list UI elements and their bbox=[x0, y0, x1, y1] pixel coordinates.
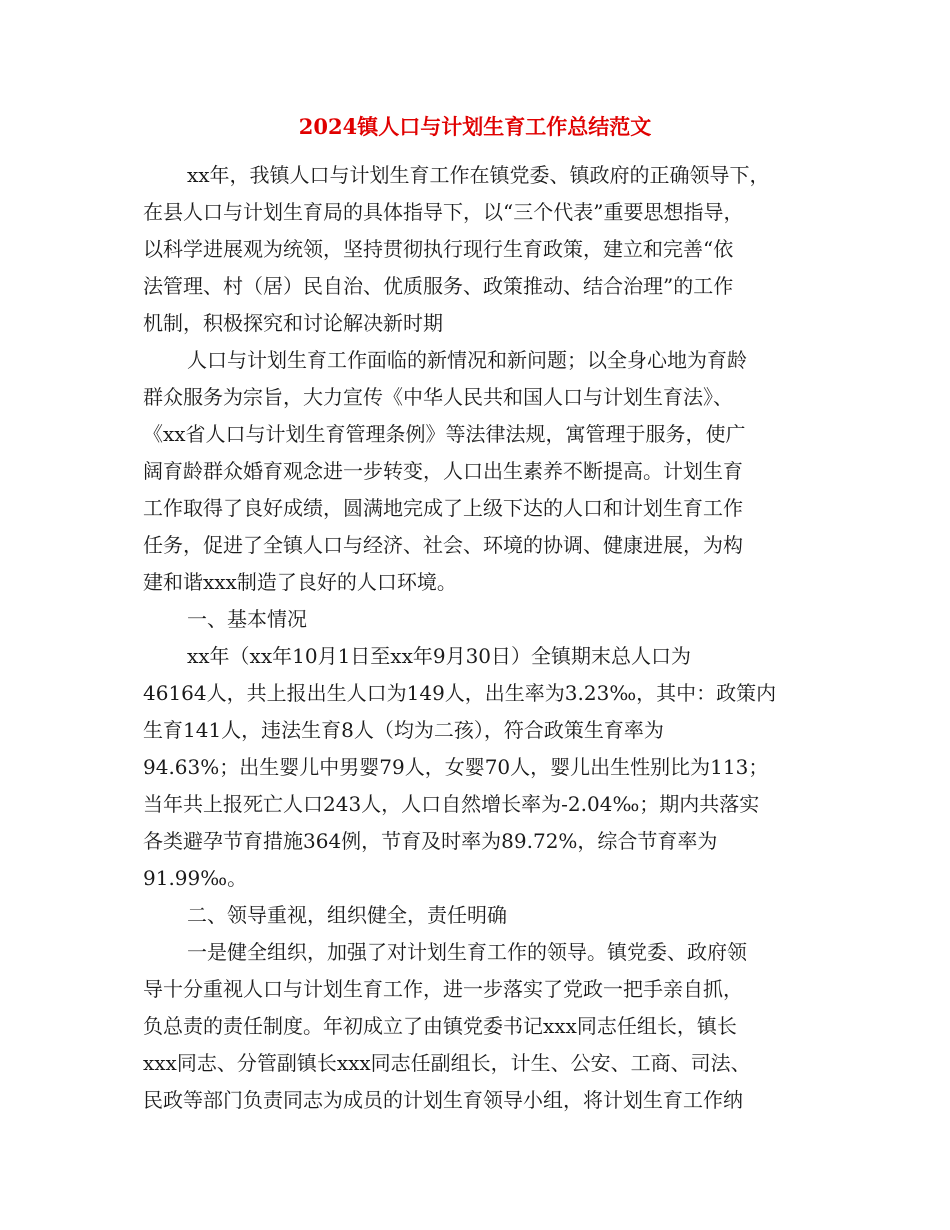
body-line-12: 建和谐xxx制造了良好的人口环境。 bbox=[143, 570, 457, 594]
body-line-14: 46164人，共上报出生人口为149人，出生率为3.23‰，其中：政策内 bbox=[143, 681, 777, 705]
body-line-15: 生育141人，违法生育8人（均为二孩），符合政策生育率为 bbox=[143, 718, 664, 742]
body-line-1: xx年，我镇人口与计划生育工作在镇党委、镇政府的正确领导下， bbox=[187, 163, 770, 187]
body-line-10: 工作取得了良好成绩，圆满地完成了上级下达的人口和计划生育工作 bbox=[143, 496, 743, 520]
body-line-18: 各类避孕节育措施364例，节育及时率为89.72%，综合节育率为 bbox=[143, 829, 718, 853]
body-line-7: 群众服务为宗旨，大力宣传《中华人民共和国人口与计划生育法》、 bbox=[143, 385, 733, 409]
body-line-2: 在县人口与计划生育局的具体指导下，以“三个代表”重要思想指导， bbox=[143, 200, 744, 224]
body-line-4: 法管理、村（居）民自治、优质服务、政策推动、结合治理”的工作 bbox=[143, 274, 734, 298]
body-line-17: 当年共上报死亡人口243人，人口自然增长率为-2.04‰；期内共落实 bbox=[143, 792, 760, 816]
document-title: 2024镇人口与计划生育工作总结范文 bbox=[298, 114, 652, 139]
body-line-3: 以科学进展观为统领，坚持贯彻执行现行生育政策，建立和完善“依 bbox=[143, 237, 734, 261]
body-line-9: 阔育龄群众婚育观念进一步转变，人口出生素养不断提高。计划生育 bbox=[143, 459, 743, 483]
body-line-5: 机制，积极探究和讨论解决新时期 bbox=[143, 311, 443, 335]
section-heading-2: 二、领导重视，组织健全，责任明确 bbox=[187, 903, 507, 927]
body-line-13: xx年（xx年10月1日至xx年9月30日）全镇期末总人口为 bbox=[187, 644, 692, 668]
body-line-20: 一是健全组织，加强了对计划生育工作的领导。镇党委、政府领 bbox=[187, 940, 747, 964]
body-line-8: 《xx省人口与计划生育管理条例》等法律法规，寓管理于服务，使广 bbox=[143, 422, 746, 446]
body-line-11: 任务，促进了全镇人口与经济、社会、环境的协调、健康进展，为构 bbox=[143, 533, 743, 557]
body-line-22: 负总责的责任制度。年初成立了由镇党委书记xxx同志任组长，镇长 bbox=[143, 1014, 737, 1038]
body-line-19: 91.99‰。 bbox=[143, 866, 248, 890]
body-line-24: 民政等部门负责同志为成员的计划生育领导小组，将计划生育工作纳 bbox=[143, 1088, 743, 1112]
section-heading-1: 一、基本情况 bbox=[187, 607, 307, 631]
body-line-21: 导十分重视人口与计划生育工作，进一步落实了党政一把手亲自抓， bbox=[143, 977, 743, 1001]
body-line-6: 人口与计划生育工作面临的新情况和新问题；以全身心地为育龄 bbox=[187, 348, 747, 372]
body-line-16: 94.63%；出生婴儿中男婴79人，女婴70人，婴儿出生性别比为113； bbox=[143, 755, 769, 779]
body-line-23: xxx同志、分管副镇长xxx同志任副组长，计生、公安、工商、司法、 bbox=[143, 1051, 751, 1075]
